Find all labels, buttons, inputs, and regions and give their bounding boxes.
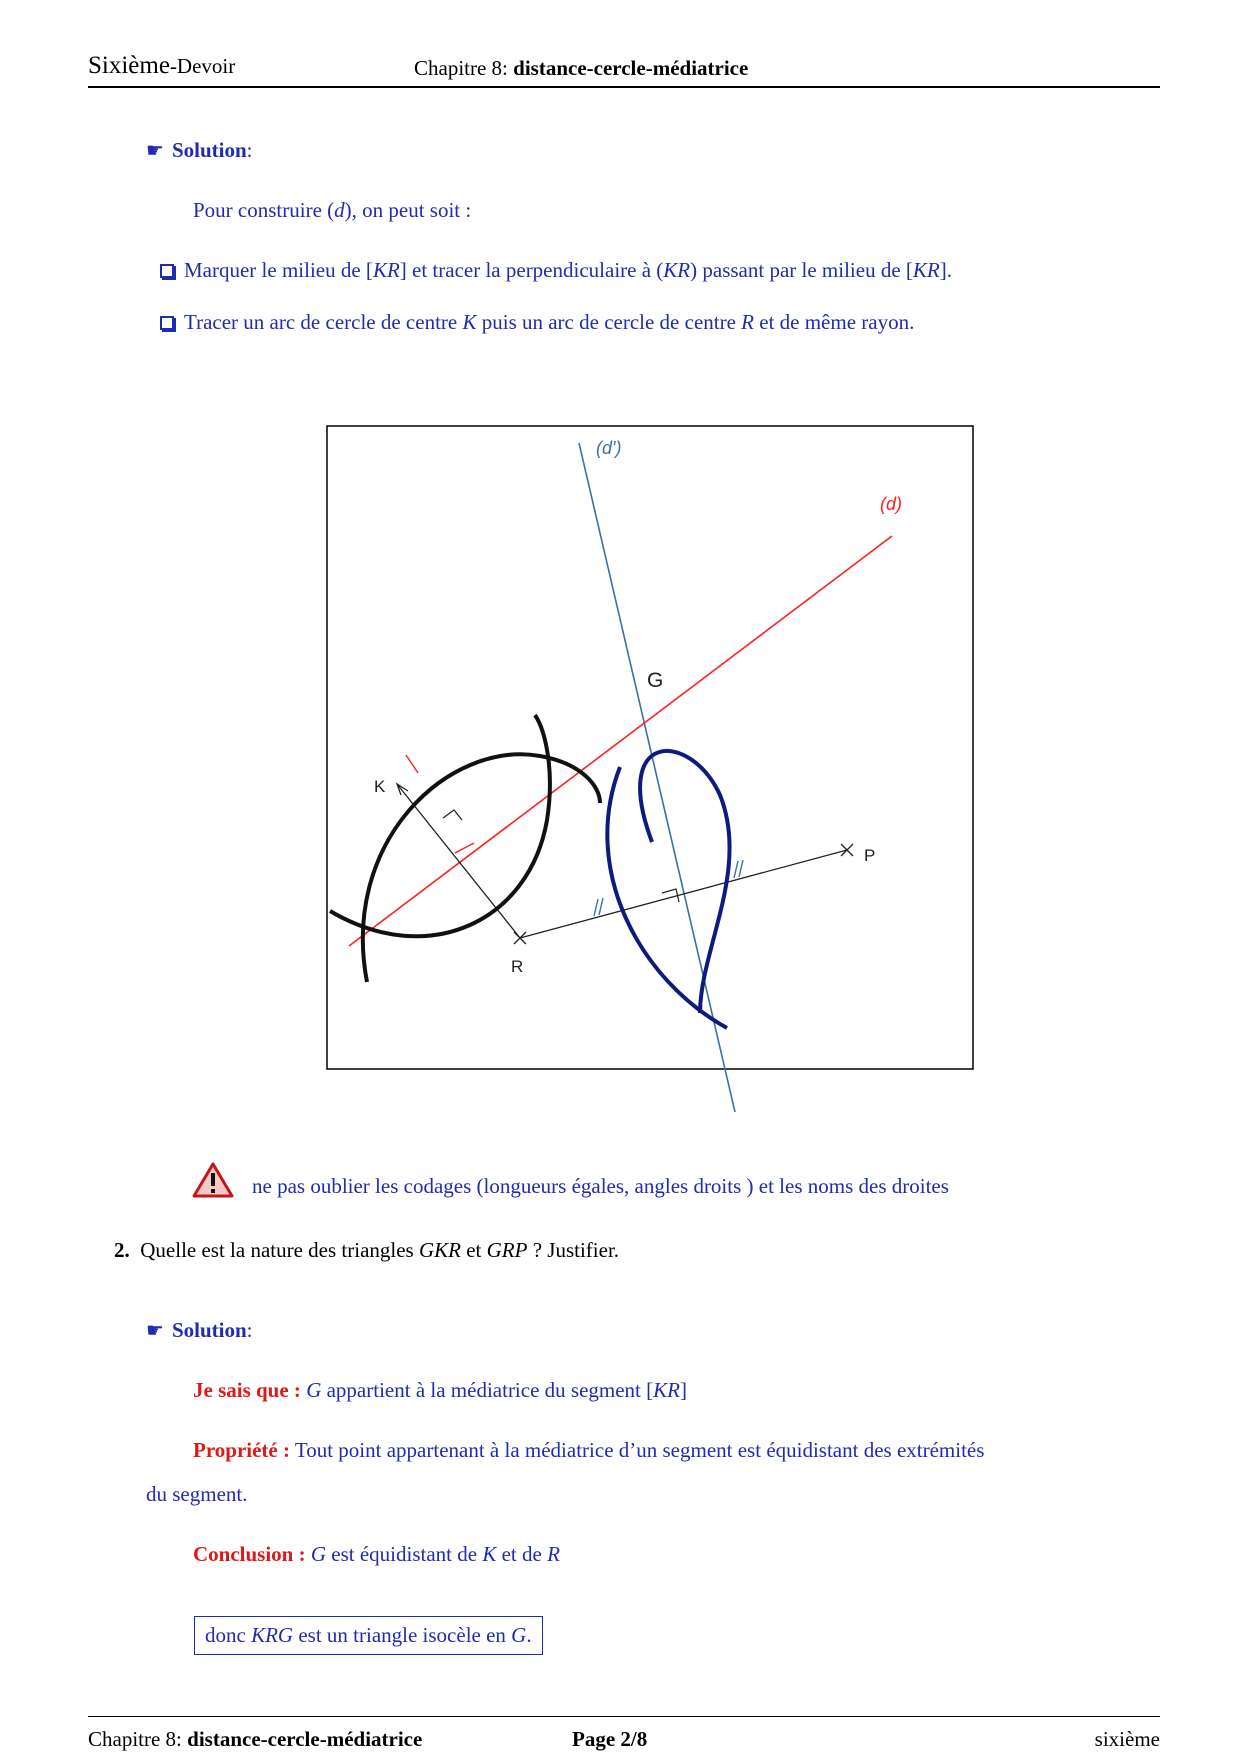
solution1-colon: :	[246, 138, 253, 162]
concl-text-a: est équidistant de	[326, 1542, 483, 1566]
arrow-K	[397, 784, 408, 795]
bullet1-v2: KR	[663, 258, 691, 282]
header-chapter-prefix: Chapitre 8:	[414, 56, 508, 80]
solution1-intro	[193, 198, 471, 223]
footer-chapter-title: distance-cercle-médiatrice	[187, 1727, 423, 1751]
jsq-label: Je sais que :	[193, 1378, 301, 1402]
header-chapter-title: distance-cercle-médiatrice	[513, 56, 749, 80]
bullet1-d: ].	[939, 258, 952, 282]
q2-text-c: ? Justifier.	[527, 1238, 620, 1262]
right-angle-KR	[443, 810, 462, 820]
question-number: 2.	[114, 1238, 130, 1262]
bullet1-v3: KR	[912, 258, 940, 282]
header-level: Sixième	[88, 52, 170, 79]
point-R-marker	[514, 932, 526, 944]
footer-chapter-prefix: Chapitre 8:	[88, 1727, 182, 1751]
pointing-hand-icon: ☛	[146, 1320, 164, 1342]
tick-KR-1	[406, 755, 418, 773]
label-d: (d)	[880, 494, 902, 514]
q2-text-b: et	[460, 1238, 487, 1262]
box-bullet-icon	[160, 316, 174, 330]
q2-text-a: Quelle est la nature des triangles	[140, 1238, 419, 1262]
solution2-heading	[146, 1318, 252, 1343]
bullet1-a: Marquer le milieu de [	[184, 258, 373, 282]
jsq-text-a: appartient à la médiatrice du segment [	[321, 1378, 654, 1402]
pointing-hand-icon: ☛	[146, 140, 164, 162]
footer-level: sixième	[1094, 1727, 1160, 1751]
prop-label: Propriété :	[193, 1438, 290, 1462]
bullet2-a: Tracer un arc de cercle de centre	[184, 310, 463, 334]
tick-RP-2a	[734, 861, 738, 878]
jsq-v2: KR	[653, 1378, 680, 1402]
box-b: est un triangle isocèle en	[293, 1623, 512, 1647]
intro-text-b: ), on peut soit :	[344, 198, 472, 222]
solution1-heading	[146, 138, 252, 163]
label-R: R	[511, 957, 524, 976]
arc-navy-1	[640, 751, 730, 1013]
segment-RP	[520, 850, 847, 938]
box-bullet-icon	[160, 264, 174, 278]
label-d-prime: (d')	[596, 438, 622, 458]
page-header	[88, 52, 1160, 88]
concl-v3: R	[547, 1542, 560, 1566]
je-sais-que	[193, 1378, 687, 1403]
tick-KR-2	[455, 843, 474, 853]
jsq-text-b: ]	[679, 1378, 687, 1402]
prop-text-1: Tout point appartenant à la médiatrice d’un segment est équidistant des extrémités	[294, 1438, 985, 1462]
bullet1-v1: KR	[372, 258, 400, 282]
tick-RP-1a	[594, 899, 598, 916]
solution2-label: Solution	[171, 1318, 247, 1342]
header-doc-type: -Devoir	[169, 54, 236, 78]
segment-KR	[397, 784, 520, 938]
bullet2-b: puis un arc de cercle de centre	[476, 310, 742, 334]
tick-RP-1b	[599, 898, 603, 915]
page-number: Page 2/8	[572, 1727, 648, 1751]
propriete	[193, 1438, 984, 1463]
bullet2-v2: R	[741, 310, 754, 334]
intro-var: d	[334, 198, 345, 222]
header-chapter	[414, 56, 748, 81]
tick-RP-2b	[739, 860, 743, 877]
header-left	[88, 52, 235, 80]
bullet1-b: ] et tracer la perpendiculaire à (	[399, 258, 664, 282]
answer-box	[194, 1616, 543, 1655]
bullet-2	[160, 310, 914, 335]
label-P: P	[864, 846, 876, 865]
label-K: K	[374, 777, 386, 796]
box-v2: G	[511, 1623, 527, 1647]
concl-text-b: et de	[496, 1542, 548, 1566]
q2-v2: GRP	[486, 1238, 528, 1262]
intro-text-a: Pour construire (	[193, 198, 335, 222]
box-a: donc	[205, 1623, 252, 1647]
box-v1: KRG	[251, 1623, 294, 1647]
page-footer	[88, 1716, 1160, 1749]
construction-figure	[280, 410, 980, 1130]
solution2-colon: :	[246, 1318, 253, 1342]
warning-text: ne pas oublier les codages (longueurs égales, angles droits ) et les noms des droites	[252, 1174, 949, 1198]
concl-label: Conclusion :	[193, 1542, 306, 1566]
bullet-1	[160, 258, 952, 283]
prop-text-2: du segment.	[146, 1482, 248, 1506]
q2-v1: GKR	[418, 1238, 461, 1262]
conclusion	[193, 1542, 560, 1567]
point-P-marker	[841, 844, 853, 856]
jsq-v1: G	[306, 1378, 322, 1402]
warning-icon	[192, 1162, 234, 1198]
footer-chapter	[88, 1727, 422, 1752]
box-c: .	[526, 1623, 532, 1647]
question-2	[114, 1238, 619, 1263]
label-G: G	[647, 669, 664, 692]
concl-v1: G	[310, 1542, 327, 1566]
concl-v2: K	[482, 1542, 497, 1566]
bullet2-c: et de même rayon.	[754, 310, 915, 334]
solution1-label: Solution	[171, 138, 247, 162]
bullet1-c: ) passant par le milieu de [	[690, 258, 913, 282]
bullet2-v1: K	[462, 310, 477, 334]
arc-center-R	[330, 715, 550, 936]
line-d	[349, 536, 892, 946]
arc-navy-2	[607, 767, 727, 1028]
